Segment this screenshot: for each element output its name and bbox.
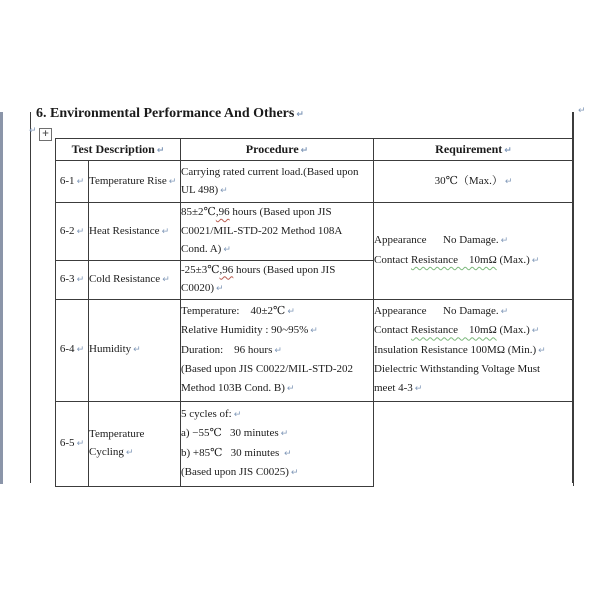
grammar-flagged-text: Resistance 10mΩ xyxy=(410,253,497,266)
text-segment: 6-5 xyxy=(59,436,75,449)
procedure-cell[interactable] xyxy=(181,161,374,203)
text-line xyxy=(181,240,373,260)
paragraph-mark-icon: ↵ xyxy=(296,110,304,120)
cell-end-mark-icon: ↵ xyxy=(125,448,134,458)
cell-end-mark-icon: ↵ xyxy=(284,448,292,459)
text-line xyxy=(56,270,88,290)
text-segment: 30℃（Max.） xyxy=(434,174,503,187)
cell-end-mark-icon: ↵ xyxy=(300,146,309,156)
text-line xyxy=(56,222,88,242)
text-line xyxy=(181,203,373,222)
text-segment: hours (Based upon JIS xyxy=(233,263,336,276)
text-segment: 6-1 xyxy=(59,174,75,187)
cell-end-mark-icon: ↵ xyxy=(500,236,509,247)
text-segment: Dielectric Withstanding Voltage Must xyxy=(374,363,541,376)
text-segment: Heat Resistance xyxy=(89,224,160,237)
text-line xyxy=(56,172,88,192)
row-id-cell[interactable] xyxy=(56,260,89,299)
text-segment: Cond. A) xyxy=(181,243,222,255)
cell-end-mark-icon: ↵ xyxy=(161,226,170,237)
cell-end-mark-icon: ↵ xyxy=(168,176,177,187)
text-segment: Appearance No Damage. xyxy=(374,234,499,247)
requirement-cell[interactable] xyxy=(374,203,574,300)
text-line xyxy=(181,341,373,361)
text-segment: -25±3℃ xyxy=(181,263,220,276)
text-segment: Contact xyxy=(374,253,411,266)
table-move-handle-icon[interactable]: + xyxy=(39,128,52,141)
cell-end-mark-icon: ↵ xyxy=(220,186,228,196)
text-segment: Duration: 96 hours xyxy=(181,343,273,356)
cell-end-mark-icon: ↵ xyxy=(286,383,295,394)
requirement-cell[interactable] xyxy=(374,161,574,203)
requirement-cell[interactable] xyxy=(374,401,574,486)
test-description-cell[interactable] xyxy=(89,401,181,486)
header-test-description[interactable]: Test Description ↵ xyxy=(56,139,181,161)
header-row xyxy=(56,139,574,161)
text-line xyxy=(374,379,573,399)
grammar-flagged-text: Resistance 10mΩ xyxy=(410,324,497,337)
cell-end-mark-icon: ↵ xyxy=(76,345,85,356)
row-id-cell[interactable] xyxy=(56,203,89,261)
text-line xyxy=(89,425,180,444)
text-segment: Relative Humidity : 90~95% xyxy=(181,324,309,337)
procedure-cell[interactable] xyxy=(181,401,374,486)
paragraph-mark-icon: ↵ xyxy=(29,126,37,136)
text-line xyxy=(56,434,88,454)
cell-end-mark-icon: ↵ xyxy=(414,383,423,394)
header-procedure[interactable]: Procedure ↵ xyxy=(181,139,374,161)
cell-end-mark-icon: ↵ xyxy=(280,429,289,439)
cell-end-mark-icon: ↵ xyxy=(274,345,282,356)
cell-end-mark-icon: ↵ xyxy=(500,306,509,317)
text-segment: b) +85℃ 30 minutes xyxy=(181,446,283,459)
cell-end-mark-icon: ↵ xyxy=(504,176,513,187)
text-line xyxy=(89,270,180,290)
text-segment: 6-3 xyxy=(59,272,75,285)
test-description-cell[interactable] xyxy=(89,299,181,401)
cell-end-mark-icon: ↵ xyxy=(223,245,231,255)
table-row-6-5 xyxy=(56,401,574,486)
test-description-cell[interactable] xyxy=(89,203,181,261)
text-line xyxy=(181,463,373,483)
cell-end-mark-icon: ↵ xyxy=(310,326,318,337)
text-line xyxy=(181,444,373,464)
text-segment: Carrying rated current load.(Based upon xyxy=(181,165,359,178)
text-segment: C0021/MIL-STD-202 Method 108A xyxy=(181,224,343,237)
text-segment: 5 cycles of: xyxy=(181,407,232,420)
text-line xyxy=(89,340,180,360)
text-segment: 6-2 xyxy=(59,224,75,237)
text-segment: 85±2℃ xyxy=(181,206,216,218)
row-id-cell[interactable] xyxy=(56,401,89,486)
table-row-6-4 xyxy=(56,299,574,401)
test-description-cell[interactable] xyxy=(89,161,181,203)
section-title-text: 6. Environmental Performance And Others xyxy=(36,106,295,121)
header-requirement[interactable]: Requirement ↵ xyxy=(374,139,574,161)
text-line xyxy=(181,222,373,241)
text-segment: Cycling xyxy=(89,446,124,458)
text-segment: Insulation Resistance 100MΩ (Min.) xyxy=(374,343,537,356)
text-line xyxy=(374,341,573,361)
text-line xyxy=(181,360,373,379)
row-id-cell[interactable] xyxy=(56,299,89,401)
test-description-cell[interactable] xyxy=(89,260,181,299)
row-end-mark-icon: ↵ xyxy=(578,106,586,116)
text-line xyxy=(181,321,373,341)
text-line xyxy=(374,251,573,271)
text-segment: Cold Resistance xyxy=(89,272,161,285)
cell-end-mark-icon: ↵ xyxy=(504,146,512,156)
cell-end-mark-icon: ↵ xyxy=(76,274,85,285)
cell-end-mark-icon: ↵ xyxy=(531,326,540,337)
cell-end-mark-icon: ↵ xyxy=(162,274,170,285)
cell-end-mark-icon: ↵ xyxy=(76,226,85,237)
cell-end-mark-icon: ↵ xyxy=(133,345,141,356)
cell-end-mark-icon: ↵ xyxy=(531,255,540,266)
text-line xyxy=(181,181,373,201)
text-segment: C0020) xyxy=(181,282,214,294)
spellcheck-flagged-text: ,96 xyxy=(219,263,234,276)
requirement-cell[interactable] xyxy=(374,299,574,401)
cell-end-mark-icon: ↵ xyxy=(290,468,299,478)
text-line xyxy=(89,443,180,463)
left-gutter-bar xyxy=(0,112,3,484)
table-row-6-1 xyxy=(56,161,574,203)
text-segment: (Max.) xyxy=(496,253,530,266)
text-line xyxy=(374,231,573,251)
cell-end-mark-icon: ↵ xyxy=(287,306,295,317)
procedure-cell[interactable] xyxy=(181,260,374,299)
row-id-cell[interactable] xyxy=(56,161,89,203)
text-segment: Appearance No Damage. xyxy=(374,304,499,317)
cell-end-mark-icon: ↵ xyxy=(216,284,224,294)
text-line xyxy=(181,379,373,399)
spellcheck-flagged-text: ,96 xyxy=(215,206,230,218)
text-line xyxy=(181,405,373,425)
text-segment: (Max.) xyxy=(496,324,530,337)
procedure-cell[interactable] xyxy=(181,299,374,401)
environmental-performance-table xyxy=(55,138,574,487)
cell-end-mark-icon: ↵ xyxy=(76,176,85,187)
text-line xyxy=(181,163,373,182)
text-line xyxy=(374,360,573,379)
table-row-6-2 xyxy=(56,203,574,261)
cell-end-mark-icon: ↵ xyxy=(156,146,165,156)
text-segment: meet 4-3 xyxy=(374,381,413,394)
text-segment: a) −55℃ 30 minutes xyxy=(181,427,279,439)
text-line xyxy=(181,424,373,444)
text-segment: Method 103B Cond. B) xyxy=(181,381,285,394)
text-line xyxy=(89,172,180,192)
procedure-cell[interactable] xyxy=(181,203,374,261)
text-segment: 6-4 xyxy=(59,343,75,356)
text-line xyxy=(181,279,373,299)
text-segment: Temperature Rise xyxy=(89,174,167,187)
text-line xyxy=(89,222,180,242)
text-line xyxy=(181,302,373,322)
text-line xyxy=(374,321,573,341)
text-line xyxy=(374,172,573,192)
section-title[interactable] xyxy=(36,106,304,122)
text-segment: (Based upon JIS C0022/MIL-STD-202 xyxy=(181,363,354,376)
text-segment: Contact xyxy=(374,324,411,337)
text-segment: UL 498) xyxy=(181,184,219,196)
cell-end-mark-icon: ↵ xyxy=(233,409,242,420)
text-segment: hours (Based upon JIS xyxy=(229,206,332,218)
left-text-boundary-line xyxy=(30,112,31,483)
text-segment: (Based upon JIS C0025) xyxy=(181,466,289,478)
text-line xyxy=(374,302,573,322)
cell-end-mark-icon: ↵ xyxy=(76,438,85,449)
text-segment: Temperature xyxy=(89,427,145,440)
cell-end-mark-icon: ↵ xyxy=(538,345,546,356)
text-line xyxy=(181,261,373,280)
text-segment: Humidity xyxy=(89,343,132,356)
text-segment: Temperature: 40±2℃ xyxy=(181,304,286,317)
text-line xyxy=(56,340,88,360)
